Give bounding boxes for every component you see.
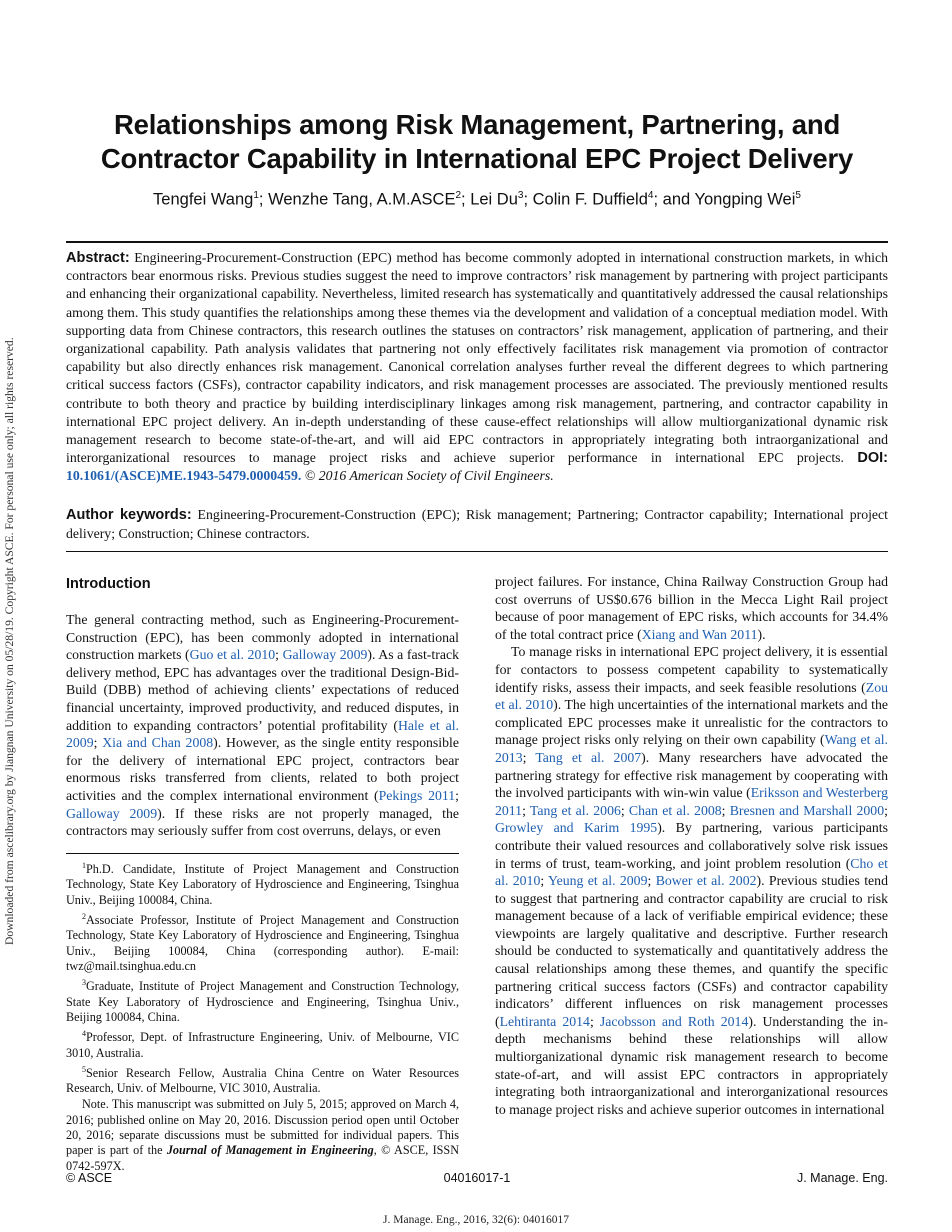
body-text: ; <box>884 802 888 818</box>
body-text: ; <box>620 802 629 818</box>
body-text: To manage risks in international EPC project delivery, it is essential for contactors to possess competent capability to systematically identify risks, assess their impacts, and seek feasible resolutions ( <box>495 644 888 695</box>
download-sidenote <box>0 0 22 1232</box>
footer-journal: J. Manage. Eng. <box>796 1171 888 1185</box>
keywords-text: Engineering-Procurement-Construction (EPC); Risk management; Partnering; Contractor capability; International project delivery; Construction; Chinese contractors. <box>66 507 889 541</box>
abstract-label: Abstract: <box>66 250 130 266</box>
citation-link[interactable]: Zou et al. 2010 <box>495 679 888 713</box>
title-line-1: Relationships among Risk Management, Partnering, and <box>113 109 841 140</box>
footnote-text: Ph.D. Candidate, Institute of Project Management and Construction Technology, State Key Laboratory of Hydroscience and Engineering, Tsinghua Univ., Beijing 100084, China. <box>66 862 459 907</box>
body-text: ). The high uncertainties of the international markets and the complicated EPC processes make it unrealistic for the contractors to manage project risks only relying on their own capability ( <box>495 697 889 748</box>
body-text: ). If these risks are not properly managed, the contractors may seriously suffer from cost overruns, delays, or even <box>66 805 459 839</box>
author-affil-sup: 4 <box>647 190 654 201</box>
citation-link[interactable]: Xia and Chan 2008 <box>102 735 214 751</box>
journal-name: Journal of Management in Engineering <box>166 1143 374 1158</box>
abstract-bottom-rule <box>66 551 888 552</box>
footnote <box>66 858 459 908</box>
footnote-text: Associate Professor, Institute of Project Management and Construction Technology, State Key Laboratory of Hydroscience and Engineering, Tsinghua Univ., Beijing 100084, China (corresponding author). E-mail: twz@mail.tsinghua.edu.cn <box>66 913 459 973</box>
citation-link[interactable]: Xiang and Wan 2011 <box>641 626 758 642</box>
body-text: project failures. For instance, China Railway Construction Group had cost overruns of US$0.676 billion in the Mecca Light Rail project because of poor management of EPC risks, which accounts for 34.4% of the total contract price ( <box>495 574 888 642</box>
footnote-text: Senior Research Fellow, Australia China Centre on Water Resources Research, Univ. of Melbourne, VIC 3010, Australia. <box>66 1065 459 1096</box>
author-separator: ; <box>258 190 269 209</box>
body-text: ; <box>455 787 459 803</box>
citation-link[interactable]: Galloway 2009 <box>66 805 158 821</box>
body-text: The general contracting method, such as Engineering-Procurement-Construction (EPC), has been commonly adopted in international construction markets ( <box>66 612 459 663</box>
body-text: ). Many researchers have advocated the partnering strategy for effective risk management by cooperating with the involved participants with win-win value ( <box>495 749 888 801</box>
author-affil-sup: 1 <box>253 190 259 201</box>
citation-link[interactable]: Chan et al. 2008 <box>628 802 722 818</box>
author-affil-sup: 5 <box>795 190 801 201</box>
citation-link[interactable]: Tang et al. 2007 <box>535 749 642 765</box>
copyright-notice: © 2016 American Society of Civil Engineers. <box>304 468 554 484</box>
citation-link[interactable]: Eriksson and Westerberg 2011 <box>495 785 889 818</box>
section-heading-introduction: Introduction <box>66 576 151 592</box>
author-name: Colin F. Duffield <box>532 190 648 209</box>
footnote <box>66 1062 459 1097</box>
citation-link[interactable]: Bresnen and Marshall 2000 <box>729 802 885 818</box>
author-separator: ; and <box>653 190 695 209</box>
author-separator: ; <box>461 190 471 209</box>
body-text: ; <box>522 802 530 818</box>
author-separator: ; <box>523 190 533 209</box>
abstract-top-rule <box>66 241 888 243</box>
body-text: ). As a fast-track delivery method, EPC has advantages over the traditional Design-Bid-Build (DBB) method of achieving clients’ expectations of reduced financial uncertainty, improved productivity, and reduced disputes, in addition to expanding contractors’ potential profitability ( <box>66 647 459 733</box>
author-name: Yongping Wei <box>694 190 796 209</box>
citation-line: J. Manage. Eng., 2016, 32(6): 04016017 <box>383 1214 569 1226</box>
footnotes <box>66 853 459 1175</box>
citation-link[interactable]: Wang et al. 2013 <box>495 732 888 765</box>
footnote <box>66 909 459 974</box>
body-paragraph <box>495 643 888 1118</box>
author-affil-sup: 3 <box>517 190 524 201</box>
footnote-number: 3 <box>82 978 86 988</box>
manuscript-note <box>66 1097 459 1173</box>
footnote <box>66 1026 459 1061</box>
footnote <box>66 975 459 1025</box>
note-tail: , © ASCE, ISSN 0742-597X. <box>66 1143 459 1173</box>
citation-link[interactable]: Cho et al. 2010 <box>495 855 888 889</box>
download-sidenote-text: Downloaded from ascelibrary.org by Jiangnan University on 05/28/19. Copyright ASCE. For personal use only; all rights reserved. <box>3 337 16 945</box>
citation-link[interactable]: Lehtiranta 2014 <box>499 1013 590 1029</box>
body-text: ). By partnering, various participants contribute their valued resources and collaboratively solve risk issues in terms of trust, team-working, and joint problem resolution ( <box>495 820 888 871</box>
footnote-text: Graduate, Institute of Project Management and Construction Technology, State Key Laboratory of Hydroscience and Engineering, Tsinghua Univ., Beijing 100084, China. <box>66 979 459 1024</box>
citation-link[interactable]: Growley and Karim 1995 <box>495 820 658 836</box>
citation-link[interactable]: Tang et al. 2006 <box>529 802 621 818</box>
doi-link[interactable]: 10.1061/(ASCE)ME.1943-5479.0000459. <box>66 468 302 484</box>
body-text: ; <box>522 749 536 765</box>
body-text: ; <box>540 873 549 889</box>
body-text: ; <box>589 1013 600 1029</box>
body-paragraph <box>66 611 459 840</box>
citation-link[interactable]: Galloway 2009 <box>282 647 368 663</box>
body-text: ; <box>275 647 283 663</box>
body-text: ; <box>647 873 656 889</box>
title-line-2: Contractor Capability in International EPC Project Delivery <box>100 143 854 174</box>
footer-copyright: © ASCE <box>66 1171 113 1185</box>
footer-page-number: 04016017-1 <box>443 1171 511 1185</box>
author-affil-sup: 2 <box>455 190 462 201</box>
footnote-number: 1 <box>82 861 86 870</box>
body-text: ; <box>721 802 730 818</box>
abstract-text: Engineering-Procurement-Construction (EPC) method has become commonly adopted in international construction markets, in which contractors bear enormous risks. Previous studies suggest the need to improve contractors’ risk management by partnering with project participants and enhancing their organizational capability. Nevertheless, limited research has systematically and quantitatively addressed the causal relationships among them. This study quantifies the relationships among these themes via the development and validation of a conceptual mediation model. With supporting data from Chinese contractors, this research outlines the statuses on contractors’ risk management, application of partnering, and their organizational capability. Path analysis validates that partnering not only effectively facilitates risk management via promotion of contractor capability but also directly enhances risk management. Canonical correlation analyses further reveal the different degrees to which partnering critical success factors (CSFs), contractor capability indicators, and risk management processes are associated. The previously mentioned results contribute to both theory and practice by building interdisciplinary linkages among risk management, partnering, and contractor capability in international EPC project delivery. An in-depth understanding of these cause-effect relationships will allow multiorganizational dynamic risk management research to become state-of-the-art, and will aid EPC contractors in appropriately integrating both intraorganizational and interorganizational resources to manage project risks and achieve superior performance in international EPC projects. <box>66 250 888 466</box>
citation-link[interactable]: Hale et al. 2009 <box>66 717 459 751</box>
note-text: Note. This manuscript was submitted on July 5, 2015; approved on March 4, 2016; published online on May 20, 2016. Discussion period open until October 20, 2016; separate discussions must be submitted for individual papers. This paper is part of the <box>66 1097 459 1158</box>
right-column <box>495 573 888 1118</box>
left-column <box>66 573 459 840</box>
body-text: ). Previous studies tend to suggest that partnering and contractor capability are crucial to risk management because of a lack of verifiable empirical evidence; these viewpoints are largely qualitative and descriptive. Further research should be conducted to systematically and quantitatively address the causal relationships among these themes, and quantify the specific partnering critical success factors (CSFs) and contractor capability indicators’ different influences on risk management processes ( <box>495 873 888 1029</box>
body-text: ). Understanding the in-depth mechanisms behind these relationships will allow multiorganizational dynamic risk management research to become state-of-art, and will assist EPC contractors in appropriately integrating both intraorganizational and interorganizational resources to manage project risks and achieve superior outcomes in international <box>495 1013 888 1117</box>
footnote-number: 5 <box>82 1064 86 1074</box>
body-text: ). <box>757 626 766 642</box>
footnote-number: 2 <box>82 911 86 921</box>
doi-label: DOI: <box>857 450 889 467</box>
body-text: ). However, as the single entity responsible for the delivery of international EPC project, contractors bear enormous risks transferred from clients, related to both project activities and the complex international environment ( <box>66 735 459 803</box>
author-name: Lei Du <box>470 190 518 209</box>
footnote-text: Professor, Dept. of Infrastructure Engineering, Univ. of Melbourne, VIC 3010, Australia. <box>66 1030 459 1060</box>
citation-link[interactable]: Jacobsson and Roth 2014 <box>599 1013 749 1029</box>
footnote-rule <box>66 853 459 854</box>
author-name: Tengfei Wang <box>153 190 254 209</box>
page-footer <box>66 1171 888 1189</box>
paper-title <box>66 108 888 176</box>
author-name: Wenzhe Tang, A.M.ASCE <box>268 190 456 209</box>
body-paragraph-continued <box>495 573 888 643</box>
citation-link[interactable]: Yeung et al. 2009 <box>548 873 648 889</box>
body-text: ; <box>93 735 103 751</box>
citation-link[interactable]: Guo et al. 2010 <box>189 647 276 663</box>
citation-link[interactable]: Bower et al. 2002 <box>655 873 757 889</box>
citation-link[interactable]: Pekings 2011 <box>378 787 456 803</box>
keywords-label: Author keywords: <box>66 507 192 523</box>
footnote-number: 4 <box>82 1029 86 1039</box>
abstract <box>66 249 888 486</box>
author-list <box>66 190 888 210</box>
author-keywords <box>66 506 888 543</box>
